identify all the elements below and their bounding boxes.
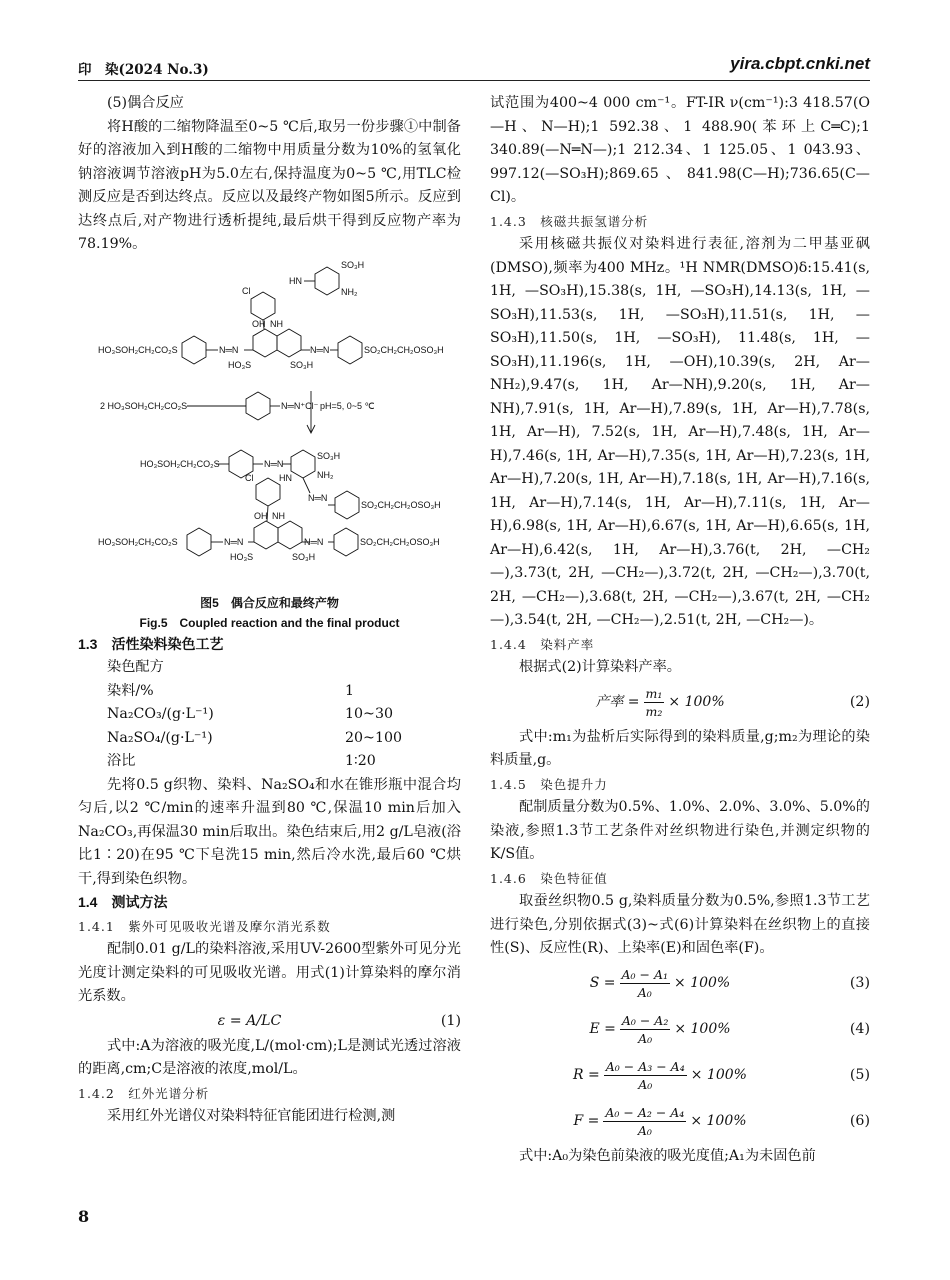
naphthalene-ring-left (254, 521, 278, 549)
label-conditions: pH=5, 0~5 ℃ (320, 400, 375, 411)
label-right-group: SO₂CH₂CH₂OSO₃H (361, 499, 441, 510)
figure-5 (78, 257, 461, 593)
section-heading: 1.3 活性染料染色工艺 (78, 635, 224, 652)
label-left-group: HO₃SOH₂CH₂CO₂S (98, 344, 178, 355)
right-column (490, 92, 870, 1168)
paragraph: 式中:A₀为染色前染液的吸光度值;A₁为未固色前 (519, 1147, 816, 1164)
label-oh: OH (254, 510, 268, 521)
benzene-ring (335, 491, 359, 519)
paragraph: 根据式(2)计算染料产率。 (519, 659, 681, 675)
label-nh: NH (270, 318, 283, 329)
recipe-row: Na₂SO₄/(g·L⁻¹) 20~100 (107, 729, 403, 746)
benzene-ring (182, 336, 206, 364)
label-right-group: SO₂CH₂CH₂OSO₃H (360, 536, 440, 547)
benzene-ring (315, 267, 339, 295)
paragraph: 将H酸的二缩物降温至0~5 ℃后,取另一份步骤①中制备好的溶液加入到H酸的二缩物中用质量分数为10%的氢氧化钠溶液调节溶液pH为5.0左右,保持温度为0~5 ℃,用TLC检测反应是否到达终点。反应以及最终产物如图5所示。反应到达终点后,对产物进行透析提纯,最后烘干得到反应物产率为78.19%。 (78, 118, 461, 252)
page-number: 8 (78, 1207, 90, 1226)
paragraph: 配制质量分数为0.5%、1.0%、2.0%、3.0%、5.0%的染液,参照1.3节工艺条件对丝织物进行染色,并测定织物的K/S值。 (490, 799, 870, 862)
label-right-group: SO₂CH₂CH₂OSO₃H (364, 344, 444, 355)
label-hn: HN (289, 275, 302, 286)
paragraph: 式中:m₁为盐析后实际得到的染料质量,g;m₂为理论的染料质量,g。 (490, 728, 870, 768)
label-cl: Cl (245, 472, 254, 483)
paragraph: 采用红外光谱仪对染料特征官能团进行检测,测 (107, 1108, 396, 1124)
subsection-heading: 1.4.2 红外光谱分析 (78, 1085, 210, 1101)
recipe-row: 染料/% 1 (107, 682, 355, 699)
subsection-heading: 1.4.6 染色特征值 (490, 870, 608, 886)
step-heading: (5)偶合反应 (107, 95, 184, 111)
equation-5: R = $\frac{\text{A₀ − A₃ − A₄}}{\text{A₀}}$ × 100% (5) (573, 1059, 870, 1092)
label-azo: N═N (308, 492, 328, 503)
label-cl: Cl (242, 285, 251, 296)
recipe-title: 染色配方 (107, 659, 164, 675)
label-azo: N═N (224, 536, 244, 547)
paragraph: 配制0.01 g/L的染料溶液,采用UV-2600型紫外可见分光光度计测定染料的可见吸收光谱。用式(1)计算染料的摩尔消光系数。 (78, 941, 461, 1004)
subsection-heading: 1.4.4 染料产率 (490, 636, 595, 652)
label-azo: N═N (219, 344, 239, 355)
label-nh2: NH₂ (341, 286, 358, 297)
figure-caption-en: Fig.5 Coupled reaction and the final product (139, 615, 400, 630)
label-oh: OH (252, 318, 266, 329)
paragraph: 采用核磁共振仪对染料进行表征,溶剂为二甲基亚砜(DMSO),频率为400 MHz。¹H NMR(DMSO)δ:15.41(s, 1H, —SO₃H),15.38(s, 1H, —SO₃H),14.13(s, 1H, —SO₃H),11.53(s, 1H, —SO₃H),11.51(s, 1H, —SO₃H),11.50(s, 1H, —SO₃H), 11.48(s, 1H, —SO₃H),11.196(s, 1H, —OH),10.39(s, 2H, Ar—NH₂),9.47(s, 1H, Ar—NH),9.20(s, 1H, Ar—NH),7.91(s, 1H, Ar—H),7.89(s, 1H, Ar—H),7.78(s, 1H, Ar—H), 7.52(s, 1H, Ar—H),7.48(s, 1H, Ar—H),7.46(s, 1H, Ar—H),7.35(s, 1H, Ar—H),7.23(s, 1H, Ar—H),7.20(s, 1H, Ar—H),7.18(s, 1H, Ar—H),7.16(s, 1H, Ar—H),7.14(s, 1H, Ar—H),7.11(s, 1H, Ar—H),6.98(s, 1H, Ar—H),6.67(s, 1H, Ar—H),6.65(s, 1H, Ar—H),6.42(s, 1H, Ar—H),3.76(t, 2H, —CH₂—),3.73(t, 2H, —CH₂—),3.72(t, 2H, —CH₂—),3.70(t, 2H, —CH₂—),3.68(t, 2H, —CH₂—),3.67(t, 2H, —CH₂—),3.54(t, 2H, —CH₂—),2.51(t, 2H, —CH₂—)。 (490, 236, 870, 628)
recipe-row: Na₂CO₃/(g·L⁻¹) 10~30 (107, 706, 393, 722)
figure-caption: 图5 偶合反应和最终产物 (200, 595, 339, 610)
equation-4: E = $\frac{\text{A₀ − A₂}}{\text{A₀}}$ × 100% (4) (589, 1013, 870, 1046)
label-azo: N═N (304, 536, 324, 547)
subsection-heading: 1.4.3 核磁共振氢谱分析 (490, 213, 649, 229)
benzene-ring (291, 450, 315, 478)
label-azo: N═N (264, 458, 284, 469)
label-hn: HN (279, 472, 292, 483)
page-header (78, 54, 870, 81)
label-reagent: 2 HO₃SOH₂CH₂CO₂S (100, 400, 188, 411)
benzene-ring (187, 528, 211, 556)
triazine-ring (256, 478, 280, 506)
benzene-ring (338, 336, 362, 364)
label-so3h: SO₃H (290, 359, 314, 370)
label-so3h: SO₃H (292, 551, 316, 562)
naphthalene-ring-right (278, 521, 302, 549)
label-diazo: N═N⁺Cl⁻ (281, 400, 319, 411)
naphthalene-ring-right (277, 329, 301, 357)
journal-name: 印 染(2024 No.3) (78, 62, 209, 78)
naphthalene-ring-left (253, 329, 277, 357)
subsection-heading: 1.4.1 紫外可见吸收光谱及摩尔消光系数 (78, 918, 331, 934)
label-so3h: SO₃H (317, 450, 341, 461)
benzene-ring (246, 392, 270, 420)
recipe-row: 浴比 1∶20 (107, 753, 376, 769)
equation-6: F = $\frac{\text{A₀ − A₂ − A₄}}{\text{A₀}}$ × 100% (6) (573, 1105, 870, 1138)
subsection-heading: 1.4.5 染色提升力 (490, 776, 608, 792)
label-so3h: SO₃H (341, 259, 365, 270)
label-left-group: HO₃SOH₂CH₂CO₂S (98, 536, 178, 547)
equation-2: 产率 = $\frac{\text{m₁}}{\text{m₂}}$ × 100% (2) (595, 686, 870, 719)
label-left-group: HO₃SOH₂CH₂CO₂S (140, 458, 220, 469)
label-nh2: NH₂ (317, 469, 334, 480)
paragraph: 先将0.5 g织物、染料、Na₂SO₄和水在锥形瓶中混合均匀后,以2 ℃/min的速率升温到80 ℃,保温10 min后加入Na₂CO₃,再保温30 min后取出。染色结束后,用2 g/L皂液(浴比1∶20)在95 ℃下皂洗15 min,然后冷水洗,最后60 ℃烘干,得到染色织物。 (78, 776, 461, 887)
equation-1: ε = A/LC (1) (217, 1012, 461, 1029)
reaction-scheme (78, 257, 461, 593)
paragraph: 取蚕丝织物0.5 g,染料质量分数为0.5%,参照1.3节工艺进行染色,分别依据式(3)~式(6)计算染料在丝织物上的直接性(S)、反应性(R)、上染率(E)和固色率(F)。 (490, 893, 870, 956)
benzene-ring (334, 528, 358, 556)
section-heading: 1.4 测试方法 (78, 894, 168, 910)
journal-site[interactable]: yira.cbpt.cnki.net (730, 54, 870, 73)
paragraph: 试范围为400~4 000 cm⁻¹。FT-IR ν(cm⁻¹):3 418.57(O—H、N—H);1 592.38、1 488.90(苯环上C═C);1 340.89(—N═N—);1 212.34、1 125.05、1 043.93、997.12(—SO₃H);869.65、841.98(C—H);736.65(C—Cl)。 (490, 95, 870, 205)
paragraph: 式中:A为溶液的吸光度,L/(mol·cm);L是测试光透过溶液的距离,cm;C是溶液的浓度,mol/L。 (78, 1037, 461, 1077)
label-nh: NH (272, 510, 285, 521)
triazine-ring (251, 292, 275, 320)
label-hos: HO₃S (228, 359, 252, 370)
equation-3: S = $\frac{\text{A₀ − A₁}}{\text{A₀}}$ × 100% (3) (589, 967, 870, 1000)
label-azo: N═N (310, 344, 330, 355)
label-hos: HO₃S (230, 551, 254, 562)
left-column (78, 92, 461, 1129)
